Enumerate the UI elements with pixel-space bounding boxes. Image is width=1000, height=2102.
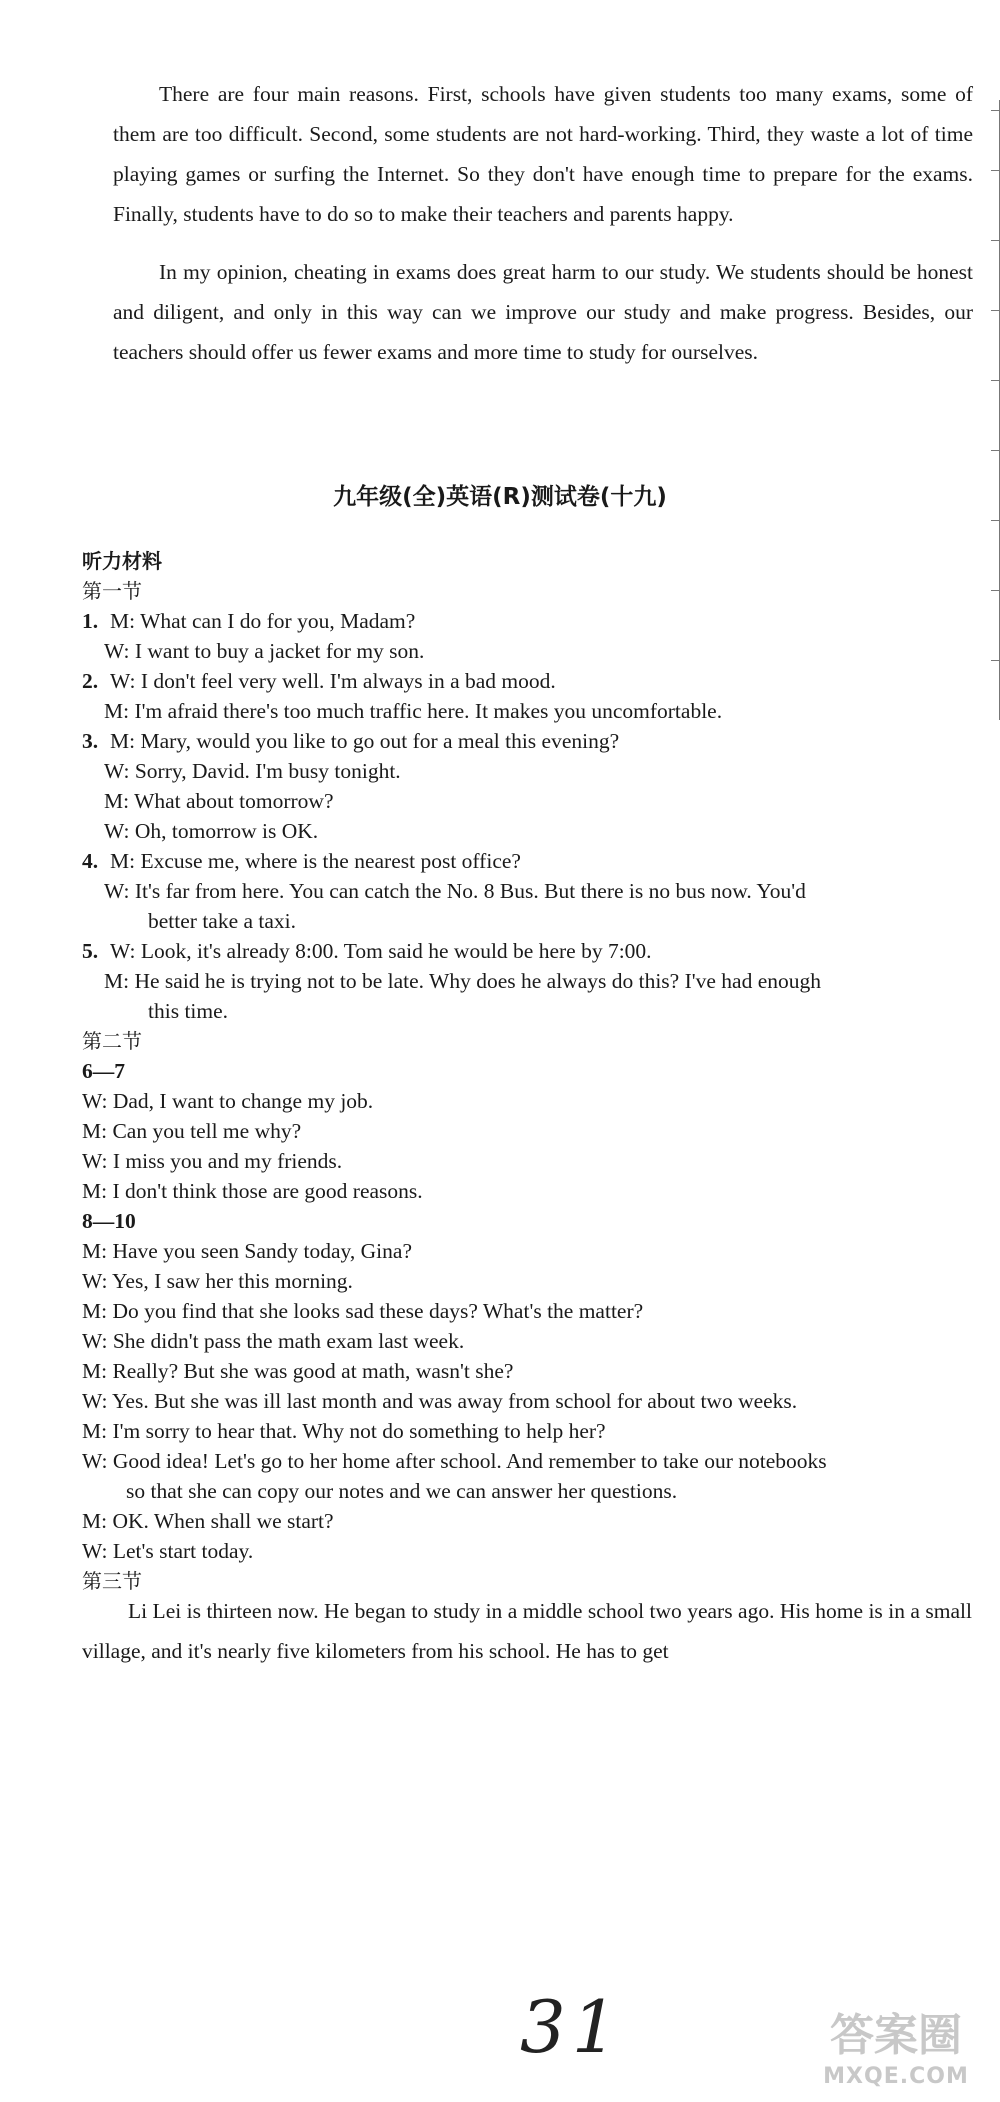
item-number: 5. (82, 939, 99, 963)
dialogue-line-continued: so that she can copy our notes and we can answer her questions. (126, 1479, 678, 1503)
dialogue-line: W: Sorry, David. I'm busy tonight. (104, 759, 401, 783)
dialogue-line-continued: better take a taxi. (148, 909, 297, 933)
watermark-top: 答案圈 (830, 2010, 962, 2061)
dialogue-line: 3. M: Mary, would you like to go out for a meal this evening? (82, 721, 972, 761)
dialogue-line: 2. W: I don't feel very well. I'm always in a bad mood. (82, 661, 972, 701)
dialogue-line: M: OK. When shall we start? (82, 1509, 334, 1533)
dialogue-line: M: Really? But she was good at math, wasn't she? (82, 1359, 514, 1383)
dialogue-line: M: Do you find that she looks sad these days? What's the matter? (82, 1299, 644, 1323)
group-range: 6—7 (82, 1059, 125, 1083)
dialogue-line: W: I want to buy a jacket for my son. (104, 639, 425, 663)
item-number: 1. (82, 609, 99, 633)
dialogue-line: M: What about tomorrow? (104, 789, 334, 813)
section-3-heading: 第三节 (82, 1569, 142, 1593)
dialogue-line: W: It's far from here. You can catch the No. 8 Bus. But there is no bus now. You'd (104, 879, 806, 903)
dialogue-line: W: I miss you and my friends. (82, 1149, 343, 1173)
item-number: 2. (82, 669, 99, 693)
dialogue-line: M: I'm sorry to hear that. Why not do something to help her? (82, 1419, 606, 1443)
watermark-bottom: MXQE.COM (823, 2064, 969, 2089)
dialogue-line: 1. M: What can I do for you, Madam? (82, 601, 972, 641)
dialogue-line: M: I'm afraid there's too much traffic here. It makes you uncomfortable. (104, 699, 723, 723)
essay-paragraph-2: In my opinion, cheating in exams does great harm to our study. We students should be honest and diligent, and only in this way can we improve our study and make progress. Besides, our teachers should offer us fewer exams and more time to study for ourselves. (113, 260, 973, 364)
section-3-passage: Li Lei is thirteen now. He began to study in a middle school two years ago. His home is in a small village, and it's nearly five kilometers from his school. He has to get (82, 1599, 972, 1663)
dialogue-line: M: Can you tell me why? (82, 1119, 302, 1143)
dialogue-line: M: Have you seen Sandy today, Gina? (82, 1239, 412, 1263)
dialogue-line-continued: this time. (148, 999, 229, 1023)
item-number: 4. (82, 849, 99, 873)
dialogue-line: W: Good idea! Let's go to her home after school. And remember to take our notebooks (82, 1449, 827, 1473)
dialogue-line: W: Oh, tomorrow is OK. (104, 819, 319, 843)
handwritten-page-number: 31 (520, 1985, 624, 2069)
dialogue-line: M: He said he is trying not to be late. Why does he always do this? I've had enough (104, 969, 822, 993)
essay-paragraph-1: There are four main reasons. First, schools have given students too many exams, some of them are too difficult. Second, some students are not hard-working. Third, they waste a lot of time playing games or surfing the Internet. So they don't have enough time to prepare for the exams. Finally, students have to do so to make their teachers and parents happy. (113, 82, 973, 226)
dialogue-line: W: She didn't pass the math exam last week. (82, 1329, 465, 1353)
item-number: 3. (82, 729, 99, 753)
dialogue-line: W: Dad, I want to change my job. (82, 1089, 374, 1113)
test-title: 九年级(全)英语(R)测试卷(十九) (333, 484, 667, 510)
section-2-heading: 第二节 (82, 1029, 142, 1053)
binding-edge (985, 100, 1000, 720)
dialogue-line: M: I don't think those are good reasons. (82, 1179, 423, 1203)
group-range: 8—10 (82, 1209, 136, 1233)
dialogue-line: W: Let's start today. (82, 1539, 254, 1563)
watermark-logo (806, 2008, 986, 2098)
section-1-heading: 第一节 (82, 579, 142, 603)
dialogue-line: W: Yes. But she was ill last month and was away from school for about two weeks. (82, 1389, 798, 1413)
dialogue-line: 5. W: Look, it's already 8:00. Tom said he would be here by 7:00. (82, 931, 972, 971)
listening-heading: 听力材料 (82, 549, 162, 573)
dialogue-line: 4. M: Excuse me, where is the nearest post office? (82, 841, 972, 881)
dialogue-line: W: Yes, I saw her this morning. (82, 1269, 353, 1293)
